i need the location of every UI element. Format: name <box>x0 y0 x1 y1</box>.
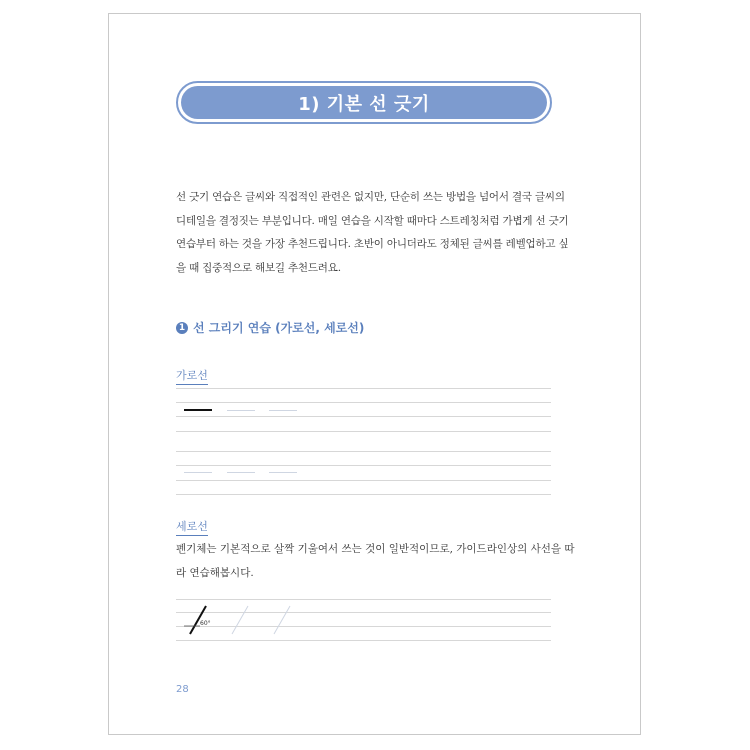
guide-line <box>176 416 551 417</box>
trace-slant-stroke <box>274 606 290 634</box>
page-title: 1) 기본 선 긋기 <box>298 93 430 115</box>
title-banner-fill <box>181 86 547 119</box>
slant-strokes <box>176 598 316 642</box>
intro-line: 디테일을 결정짓는 부분입니다. 매일 연습을 시작할 때마다 스트레칭처럼 가볍게 선 긋기 <box>176 214 569 227</box>
page-number: 28 <box>176 684 189 695</box>
section-heading <box>176 319 364 336</box>
angle-label: 60° <box>200 620 211 627</box>
example-stroke <box>184 409 212 411</box>
intro-line: 을 때 집중적으로 해보길 추천드려요. <box>176 261 341 274</box>
vertical-desc-line: 펜기체는 기본적으로 살짝 기울여서 쓰는 것이 일반적이므로, 가이드라인상의 사선을 따 <box>176 543 575 555</box>
trace-stroke <box>227 472 255 473</box>
section-number-badge: 1 <box>176 322 188 334</box>
title-banner <box>176 81 552 124</box>
intro-line: 연습부터 하는 것을 가장 추천드립니다. 초반이 아니더라도 정체된 글씨를 레벨업하고 싶 <box>176 238 569 250</box>
section-heading-text: 선 그리기 연습 (가로선, 세로선) <box>193 321 365 335</box>
guide-line <box>176 451 551 452</box>
vertical-desc-line: 라 연습해봅시다. <box>176 567 254 579</box>
guide-line <box>176 388 551 389</box>
guide-line <box>176 402 551 403</box>
trace-stroke <box>269 472 297 473</box>
vertical-description <box>176 537 575 585</box>
trace-stroke <box>227 410 255 411</box>
guide-line <box>176 494 551 495</box>
intro-line: 선 긋기 연습은 글씨와 직접적인 관련은 없지만, 단순히 쓰는 방법을 넘어서 결국 글씨의 <box>176 191 565 203</box>
trace-slant-stroke <box>232 606 248 634</box>
trace-stroke <box>269 410 297 411</box>
vertical-label: 세로선 <box>176 520 208 533</box>
guide-line <box>176 465 551 466</box>
horizontal-label: 가로선 <box>176 369 208 382</box>
guide-line <box>176 431 551 432</box>
trace-stroke <box>184 472 212 473</box>
guide-line <box>176 480 551 481</box>
intro-paragraph <box>176 186 569 280</box>
